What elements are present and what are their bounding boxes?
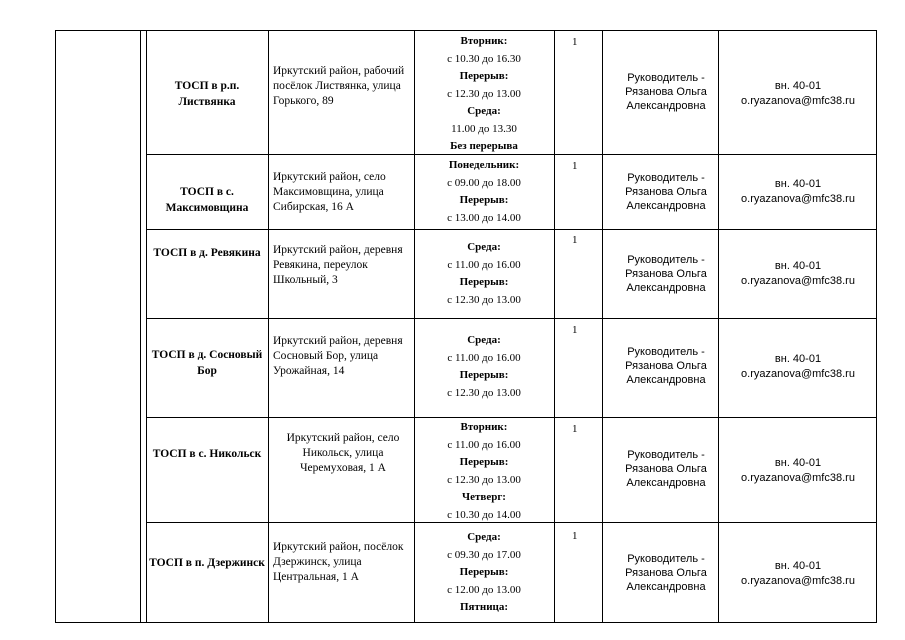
schedule-line: Среда: — [467, 531, 501, 543]
table-border — [55, 622, 877, 623]
email-address: o.ryazanova@mfc38.ru — [741, 275, 855, 287]
office-contact — [718, 456, 878, 486]
schedule-line: Понедельник: — [448, 159, 520, 171]
schedule-line: Пятница: — [459, 601, 509, 613]
row-number: 1 — [572, 234, 578, 246]
phone-ext: вн. 40-01 — [774, 178, 822, 190]
schedule-line: Среда: — [467, 241, 501, 253]
schedule-line: с 09.00 до 18.00 — [447, 176, 521, 189]
table-row — [146, 318, 876, 417]
office-name: ТОСП в р.п. Листвянка — [174, 80, 240, 108]
office-head: Руководитель - Рязанова Ольга Александровна — [625, 172, 707, 212]
office-schedule — [414, 529, 554, 617]
schedule-line: с 11.00 до 16.00 — [447, 438, 521, 451]
office-head: Руководитель - Рязанова Ольга Александровна — [625, 553, 707, 593]
schedule-line: с 11.00 до 16.00 — [447, 258, 521, 271]
office-contact — [718, 177, 878, 207]
schedule-line: Перерыв: — [459, 276, 509, 288]
office-name: ТОСП в с. Никольск — [152, 448, 262, 460]
schedule-line: Среда: — [467, 334, 501, 346]
table-border — [55, 30, 56, 623]
schedule-line: с 12.00 до 13.00 — [447, 583, 521, 596]
schedule-line: Перерыв: — [459, 456, 509, 468]
office-address: Иркутский район, рабочий посёлок Листвянка, улица Горького, 89 — [273, 65, 405, 107]
schedule-line: Перерыв: — [459, 369, 509, 381]
office-head: Руководитель - Рязанова Ольга Александровна — [625, 254, 707, 294]
office-schedule — [414, 419, 554, 524]
office-schedule — [414, 157, 554, 227]
email-address: o.ryazanova@mfc38.ru — [741, 575, 855, 587]
office-schedule — [414, 332, 554, 402]
schedule-line: Вторник: — [460, 35, 508, 47]
table-row — [146, 154, 876, 229]
schedule-line: 11.00 до 13.30 — [451, 122, 517, 135]
schedule-line: Перерыв: — [459, 566, 509, 578]
office-schedule — [414, 33, 554, 156]
schedule-line: Перерыв: — [459, 70, 509, 82]
row-number: 1 — [572, 36, 578, 48]
phone-ext: вн. 40-01 — [774, 353, 822, 365]
schedule-line: Среда: — [467, 105, 501, 117]
office-name: ТОСП в д. Сосновый Бор — [151, 349, 263, 377]
office-schedule — [414, 239, 554, 309]
schedule-line: Вторник: — [460, 421, 508, 433]
phone-ext: вн. 40-01 — [774, 260, 822, 272]
office-name: ТОСП в д. Ревякина — [153, 247, 261, 259]
row-number: 1 — [572, 324, 578, 336]
office-head: Руководитель - Рязанова Ольга Александровна — [625, 449, 707, 489]
table-row — [146, 417, 876, 522]
office-contact — [718, 79, 878, 109]
schedule-line: с 12.30 до 13.00 — [447, 386, 521, 399]
table-border — [140, 30, 141, 623]
office-address: Иркутский район, деревня Сосновый Бор, улица Урожайная, 14 — [273, 335, 403, 377]
email-address: o.ryazanova@mfc38.ru — [741, 472, 855, 484]
schedule-line: Без перерыва — [450, 140, 518, 152]
schedule-line: с 11.00 до 16.00 — [447, 351, 521, 364]
office-name: ТОСП в п. Дзержинск — [149, 557, 265, 569]
office-address: Иркутский район, село Никольск, улица Черемуховая, 1 А — [286, 432, 400, 474]
schedule-line: с 09.30 до 17.00 — [447, 548, 521, 561]
office-address: Иркутский район, деревня Ревякина, переулок Школьный, 3 — [273, 244, 403, 286]
email-address: o.ryazanova@mfc38.ru — [741, 368, 855, 380]
email-address: o.ryazanova@mfc38.ru — [741, 95, 855, 107]
office-contact — [718, 352, 878, 382]
office-address: Иркутский район, село Максимовщина, улица Сибирская, 16 А — [273, 171, 386, 213]
schedule-line: с 10.30 до 16.30 — [447, 52, 521, 65]
phone-ext: вн. 40-01 — [774, 560, 822, 572]
office-head: Руководитель - Рязанова Ольга Александровна — [625, 346, 707, 386]
schedule-line: с 13.00 до 14.00 — [447, 211, 521, 224]
row-number: 1 — [572, 160, 578, 172]
phone-ext: вн. 40-01 — [774, 457, 822, 469]
office-head: Руководитель - Рязанова Ольга Александровна — [625, 72, 707, 112]
office-contact — [718, 559, 878, 589]
email-address: o.ryazanova@mfc38.ru — [741, 193, 855, 205]
schedule-line: Четверг: — [462, 491, 506, 503]
row-number: 1 — [572, 530, 578, 542]
schedule-line: Перерыв: — [459, 194, 509, 206]
table-border — [876, 30, 877, 623]
office-contact — [718, 259, 878, 289]
schedule-line: с 12.30 до 13.00 — [447, 87, 521, 100]
schedule-line: с 12.30 до 13.00 — [447, 473, 521, 486]
office-name: ТОСП в с. Максимовщина — [165, 186, 249, 214]
table-row — [146, 30, 876, 154]
table-row — [146, 229, 876, 318]
row-number: 1 — [572, 423, 578, 435]
schedule-line: с 10.30 до 14.00 — [447, 508, 521, 521]
table-row — [146, 522, 876, 622]
schedule-line: с 12.30 до 13.00 — [447, 293, 521, 306]
office-address: Иркутский район, посёлок Дзержинск, улица Центральная, 1 А — [273, 541, 404, 583]
phone-ext: вн. 40-01 — [774, 80, 822, 92]
